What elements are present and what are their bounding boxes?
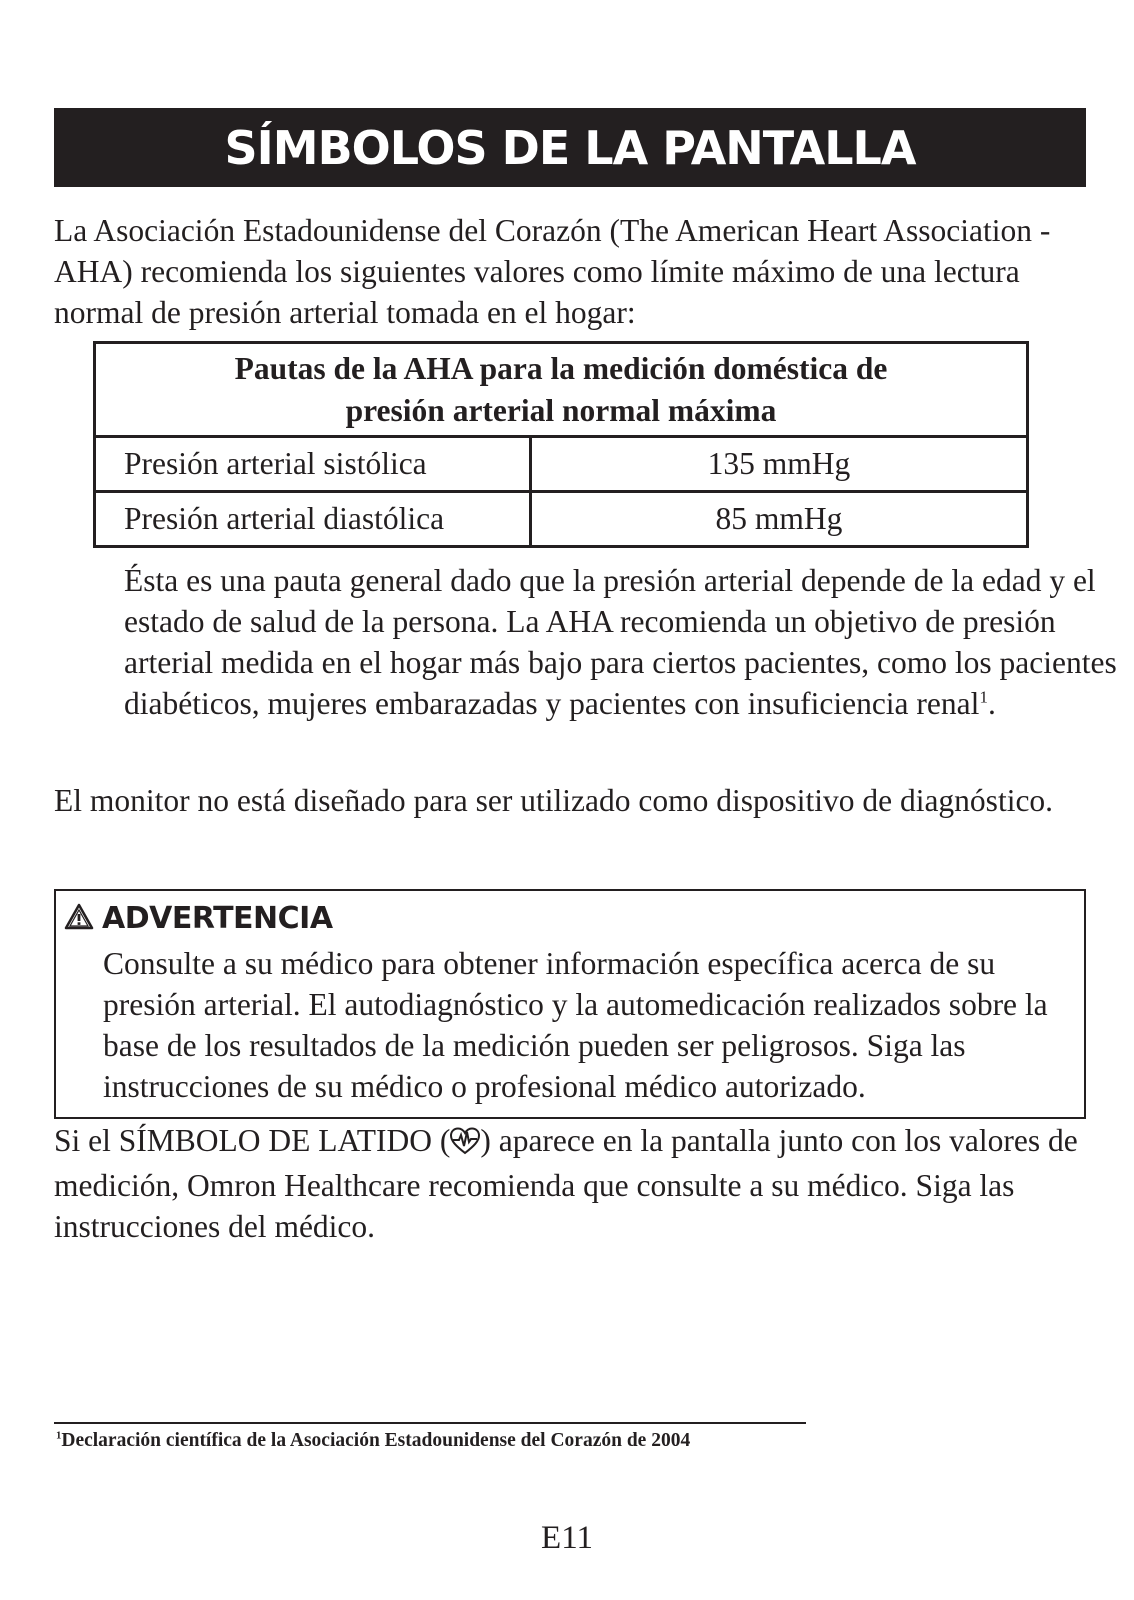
heartbeat-text-after: ) aparece en la pantalla junto con los valores de medición, Omron Healthcare recomienda que consulte a su médico. Siga las instrucciones del médico.: [54, 1123, 1078, 1244]
heartbeat-text-before: Si el SÍMBOLO DE LATIDO (: [54, 1123, 451, 1158]
footnote-text: Declaración científica de la Asociación Estadounidense del Corazón de 2004: [61, 1430, 691, 1451]
footnote: [56, 1430, 690, 1452]
warning-box: [54, 889, 1086, 1119]
aha-guideline-table: [93, 341, 1029, 548]
guideline-note-text: Ésta es una pauta general dado que la presión arterial depende de la edad y el estado de salud de la persona. La AHA recomienda un objetivo de presión arterial medida en el hogar más bajo para ciertos pacientes, como los pacientes diabéticos, mujeres embarazadas y pacientes con insuficiencia renal: [124, 563, 1117, 721]
table-row: [95, 492, 1028, 547]
systolic-value: 135 mmHg: [531, 437, 1028, 492]
table-heading-line1: Pautas de la AHA para la medición doméstica de: [234, 350, 888, 386]
monitor-disclaimer: El monitor no está diseñado para ser utilizado como dispositivo de diagnóstico.: [54, 783, 1054, 818]
heartbeat-symbol-icon: [450, 1124, 480, 1165]
warning-label: ADVERTENCIA: [102, 901, 333, 936]
guideline-note: [124, 560, 1124, 724]
table-header-row: [95, 343, 1028, 437]
warning-triangle-icon: [64, 903, 94, 935]
diastolic-value: 85 mmHg: [531, 492, 1028, 547]
table-heading-line2: presión arterial normal máxima: [345, 392, 777, 428]
footnote-reference: 1: [979, 687, 989, 707]
table-heading: [95, 343, 1028, 437]
warning-heading: [64, 901, 333, 936]
warning-text: Consulte a su médico para obtener información específica acerca de su presión arterial. El autodiagnóstico y la automedicación realizados sobre la base de los resultados de la medición pueden ser peligrosos. Siga las instrucciones de su médico o profesional médico autorizado.: [103, 946, 1048, 1104]
intro-paragraph: La Asociación Estadounidense del Corazón (The American Heart Association - AHA) recomienda los siguientes valores como límite máximo de una lectura normal de presión arterial tomada en el hogar:: [54, 213, 1051, 330]
footnote-divider: [54, 1422, 806, 1424]
page-title: SÍMBOLOS DE LA PANTALLA: [224, 120, 916, 175]
table-row: [95, 437, 1028, 492]
footnote-marker: 1: [56, 1429, 62, 1442]
page-number: E11: [541, 1520, 593, 1556]
guideline-note-end: .: [988, 686, 996, 721]
heartbeat-paragraph: [54, 1120, 1094, 1247]
systolic-label: Presión arterial sistólica: [95, 437, 531, 492]
diastolic-label: Presión arterial diastólica: [95, 492, 531, 547]
section-title-bar: [54, 108, 1086, 187]
